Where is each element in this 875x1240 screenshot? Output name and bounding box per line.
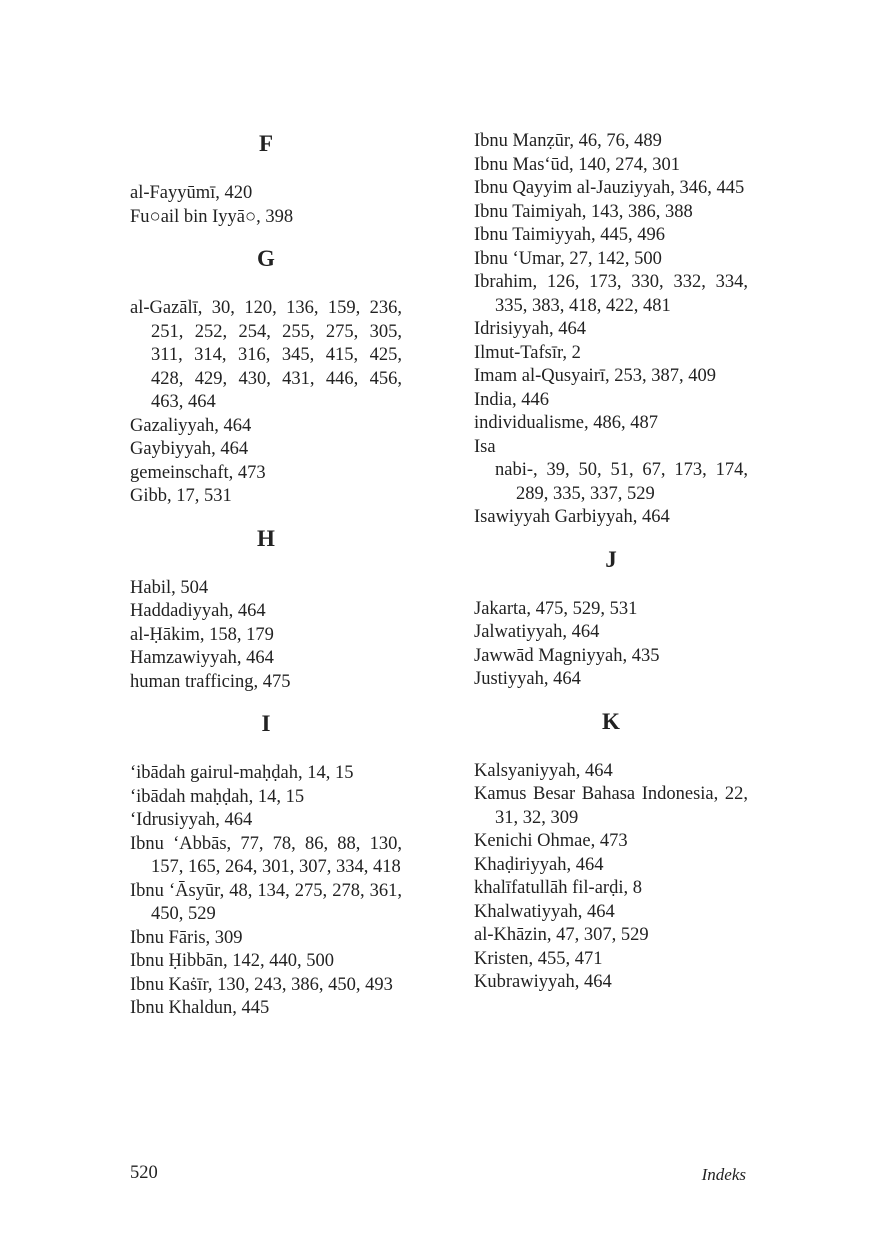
index-entry: human trafficing, 475 bbox=[130, 671, 291, 692]
index-entry: al-Gazālī, 30, 120, 136, 159, 236, 251, 252, 254, 255, 275, 305, 311, 314, 316, 345, 415, 425, 428, 429, 430, 431, 446, 456, 463, 464 bbox=[130, 298, 402, 412]
index-entry: Jawwād Magniyyah, 435 bbox=[474, 645, 660, 666]
index-entry: Fu○ail bin Iyyā○, 398 bbox=[130, 206, 294, 227]
index-entry: Kalsyaniyyah, 464 bbox=[474, 760, 613, 781]
index-entry: ‘ibādah gairul-maḥḍah, 14, 15 bbox=[130, 763, 354, 783]
index-entry: Imam al-Qusyairī, 253, 387, 409 bbox=[474, 366, 716, 386]
index-entry: Ibnu Taimiyyah, 445, 496 bbox=[474, 225, 666, 245]
index-entry: Gazaliyyah, 464 bbox=[130, 415, 252, 436]
index-entry: Ibnu Qayyim al-Jauziyyah, 346, 445 bbox=[474, 178, 745, 198]
index-section bbox=[130, 130, 402, 229]
index-section bbox=[130, 245, 402, 509]
index-entry: Jalwatiyyah, 464 bbox=[474, 622, 600, 642]
index-entry: Khaḍiriyyah, 464 bbox=[474, 854, 604, 875]
index-entry: Ibnu Kaṡīr, 130, 243, 386, 450, 493 bbox=[130, 974, 393, 995]
page-number: 520 bbox=[130, 1163, 158, 1183]
index-entry: Kamus Besar Bahasa Indonesia, 22, 31, 32, 309 bbox=[474, 784, 748, 828]
section-letter-heading: J bbox=[605, 546, 617, 572]
section-letter-heading: F bbox=[258, 131, 274, 156]
index-entry: Ibnu ‘Āsyūr, 48, 134, 275, 278, 361, 450, 529 bbox=[130, 880, 402, 924]
index-entry: Isawiyyah Garbiyyah, 464 bbox=[474, 507, 670, 527]
index-section bbox=[130, 710, 402, 1021]
index-entry: Ibnu Mas‘ūd, 140, 274, 301 bbox=[474, 154, 681, 175]
index-entry: Isa bbox=[474, 436, 496, 457]
index-entry: Khalwatiyyah, 464 bbox=[474, 901, 615, 922]
index-entry: Kristen, 455, 471 bbox=[474, 948, 603, 969]
section-letter-heading: I bbox=[261, 711, 271, 736]
index-entry: khalīfatullāh fil-arḍi, 8 bbox=[474, 878, 642, 898]
index-entry: individualisme, 486, 487 bbox=[474, 413, 658, 433]
section-letter-heading: G bbox=[257, 246, 275, 271]
index-entry: Ibnu Manẓūr, 46, 76, 489 bbox=[474, 131, 662, 151]
index-entry: Gaybiyyah, 464 bbox=[130, 439, 249, 459]
index-entry: Ilmut-Tafsīr, 2 bbox=[474, 342, 581, 363]
index-entry: Idrisiyyah, 464 bbox=[474, 319, 587, 339]
index-section bbox=[130, 525, 402, 695]
index-entry: India, 446 bbox=[474, 389, 550, 410]
index-section bbox=[474, 708, 748, 995]
index-entry: Ibnu Ḥibbān, 142, 440, 500 bbox=[130, 951, 334, 971]
index-entry: Justiyyah, 464 bbox=[474, 669, 581, 689]
index-entry: Jakarta, 475, 529, 531 bbox=[474, 598, 638, 619]
index-entry: Kubrawiyyah, 464 bbox=[474, 972, 612, 992]
index-entry: Ibnu ‘Umar, 27, 142, 500 bbox=[474, 248, 662, 269]
section-letter-heading: H bbox=[257, 525, 275, 551]
index-section bbox=[474, 130, 748, 530]
index-entry: gemeinschaft, 473 bbox=[130, 462, 266, 483]
running-title: Indeks bbox=[701, 1165, 746, 1184]
index-entry: Ibnu Khaldun, 445 bbox=[130, 998, 270, 1018]
index-entry: al-Ḥākim, 158, 179 bbox=[130, 624, 274, 645]
section-letter-heading: K bbox=[602, 708, 620, 734]
index-entry: Hamzawiyyah, 464 bbox=[130, 648, 274, 668]
index-entry: ‘Idrusiyyah, 464 bbox=[130, 810, 253, 830]
index-entry: Ibnu Taimiyah, 143, 386, 388 bbox=[474, 201, 693, 222]
index-entry: Ibnu Fāris, 309 bbox=[130, 927, 243, 948]
index-entry: Habil, 504 bbox=[130, 577, 209, 598]
index-section bbox=[474, 546, 748, 692]
index-entry: al-Fayyūmī, 420 bbox=[130, 183, 253, 203]
index-entry: Gibb, 17, 531 bbox=[130, 486, 232, 506]
index-entry: Haddadiyyah, 464 bbox=[130, 601, 266, 621]
index-entry: al-Khāzin, 47, 307, 529 bbox=[474, 925, 649, 945]
index-entry: Ibrahim, 126, 173, 330, 332, 334, 335, 383, 418, 422, 481 bbox=[474, 272, 748, 316]
index-entry: Ibnu ‘Abbās, 77, 78, 86, 88, 130, 157, 165, 264, 301, 307, 334, 418 bbox=[130, 833, 402, 877]
index-entry: Kenichi Ohmae, 473 bbox=[474, 831, 628, 851]
index-subentry: nabi-, 39, 50, 51, 67, 173, 174, 289, 335, 337, 529 bbox=[495, 460, 748, 504]
index-entry: ‘ibādah maḥḍah, 14, 15 bbox=[130, 786, 305, 807]
right-column bbox=[474, 130, 748, 995]
left-column bbox=[130, 126, 402, 1021]
